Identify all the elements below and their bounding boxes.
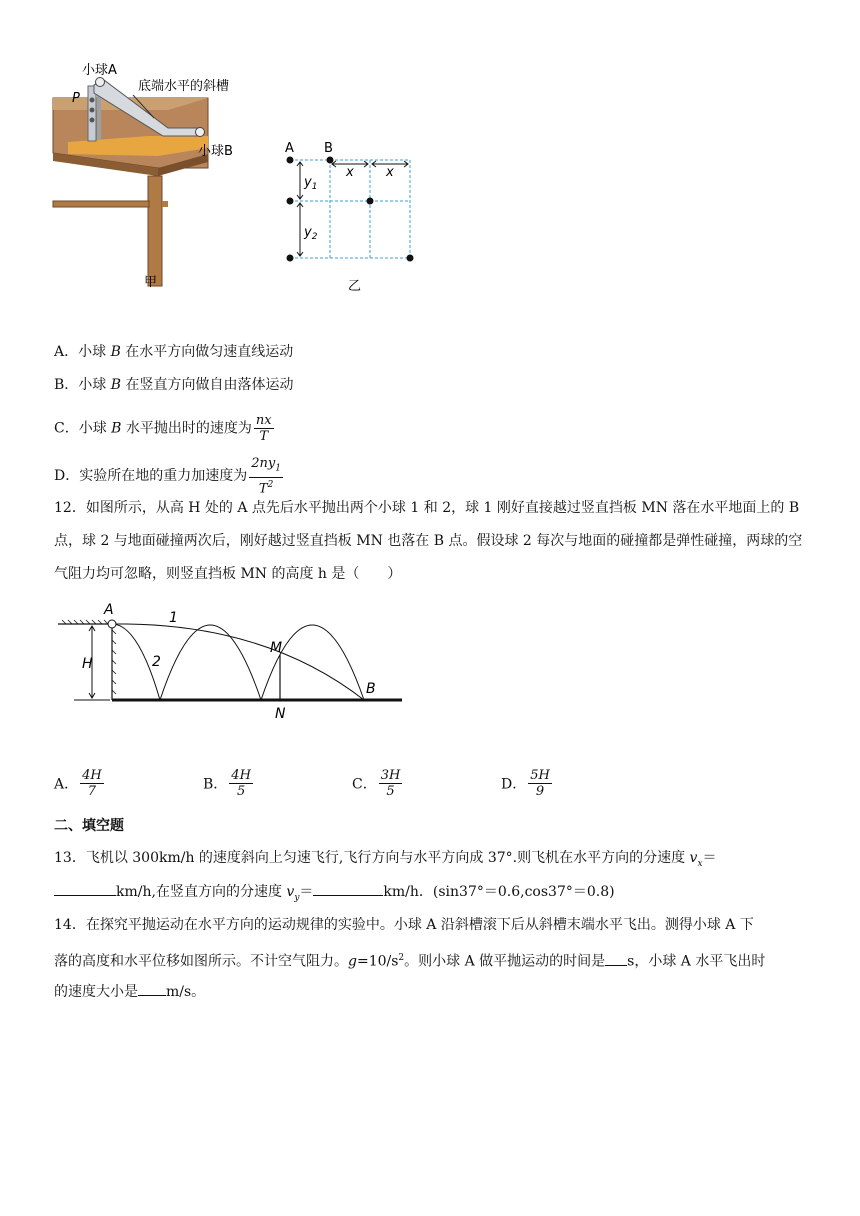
fig2-x2: x (386, 165, 394, 180)
q12-option-c: C． $\frac{3H}{5}$ (352, 768, 401, 799)
q12-fig-b: B (366, 681, 376, 697)
q12-option-d: D． $\frac{5H}{9}$ (501, 768, 550, 799)
q11-c-fraction: $\frac{nx}{T}$ (255, 413, 272, 444)
q14-blank-speed[interactable] (138, 981, 166, 996)
figure-yi (280, 138, 430, 298)
q12-fig-m: M (270, 640, 283, 656)
q14-blank-time[interactable] (605, 951, 627, 966)
q14-line-1: 14．在探究平抛运动在水平方向的运动规律的实验中。小球 A 沿斜槽滚下后从斜槽末端水平飞出。测得小球 A 下 (54, 917, 754, 933)
q12-fig-1: 1 (169, 610, 178, 626)
fig2-y2: $y_2$ (304, 225, 318, 242)
q11-option-c: C．小球 B 水平抛出时的速度为 $\frac{nx}{T}$ (54, 413, 272, 444)
fig2-label-b: B (324, 141, 333, 156)
q14-line-2: 落的高度和水平位移如图所示。不计空气阻力。$g=10/s^2$。则小球 A 做平抛运动的时间是 s，小球 A 水平飞出时 (54, 948, 765, 972)
fig2-label-a: A (285, 141, 294, 156)
q11-option-d: D．实验所在地的重力加速度为 $\frac{2ny_1}{T^2}$ (54, 456, 281, 496)
q12-option-b: B． $\frac{4H}{5}$ (203, 768, 251, 799)
figure-jia (48, 58, 278, 293)
q12-option-a: A． $\frac{4H}{7}$ (54, 768, 102, 799)
fig1-groove-label: 底端水平的斜槽 (138, 79, 230, 94)
q12-fig-n: N (275, 706, 286, 722)
q12-fig-h: H (82, 656, 93, 672)
fig1-p-label: P (72, 91, 80, 106)
fig1-ball-b-label: 小球B (198, 144, 233, 159)
fig2-x1: x (346, 165, 354, 180)
q13-line-2: km/h,在竖直方向的分速度 $v_y= km/h$．(sin37°＝0.6,cos37°＝0.8) (54, 881, 615, 908)
q13-line-1: 13．飞机以 300km/h 的速度斜向上匀速飞行,飞行方向与水平方向成 37°.则飞机在水平方向的分速度 $v_x=$ (54, 850, 717, 869)
q11-option-a: A．小球 B 在水平方向做匀速直线运动 (54, 344, 294, 360)
q14-line-3: 的速度大小是 m/s。 (54, 981, 205, 1002)
q12-text: 12．如图所示，从高 H 处的 A 点先后水平抛出两个小球 1 和 2，球 1 刚好直接越过竖直挡板 MN 落在水平地面上的 B 点，球 2 与地面碰撞两次后，刚好越过竖直挡板 MN 也落在 B 点。假设球 2 每次与地面的碰撞都是弹性碰撞，两球的空气阻力均可忽略，则竖直挡板 MN 的高度 h 是（ ） (54, 500, 803, 582)
section-heading: 二、填空题 (54, 818, 124, 834)
q12-figure (54, 600, 414, 725)
q11-option-b: B．小球 B 在竖直方向做自由落体运动 (54, 377, 294, 393)
q11-d-fraction: $\frac{2ny_1}{T^2}$ (251, 456, 281, 496)
q12-fig-2: 2 (152, 654, 161, 670)
fig1-caption-jia: 甲 (144, 275, 158, 290)
q12-fig-a: A (104, 602, 114, 618)
q13-blank-vx[interactable] (54, 881, 116, 896)
fig1-ball-a-label: 小球A (82, 63, 117, 78)
fig2-y1: $y_1$ (304, 175, 318, 192)
fig2-caption-yi: 乙 (348, 279, 362, 294)
q13-blank-vy[interactable] (313, 881, 383, 896)
